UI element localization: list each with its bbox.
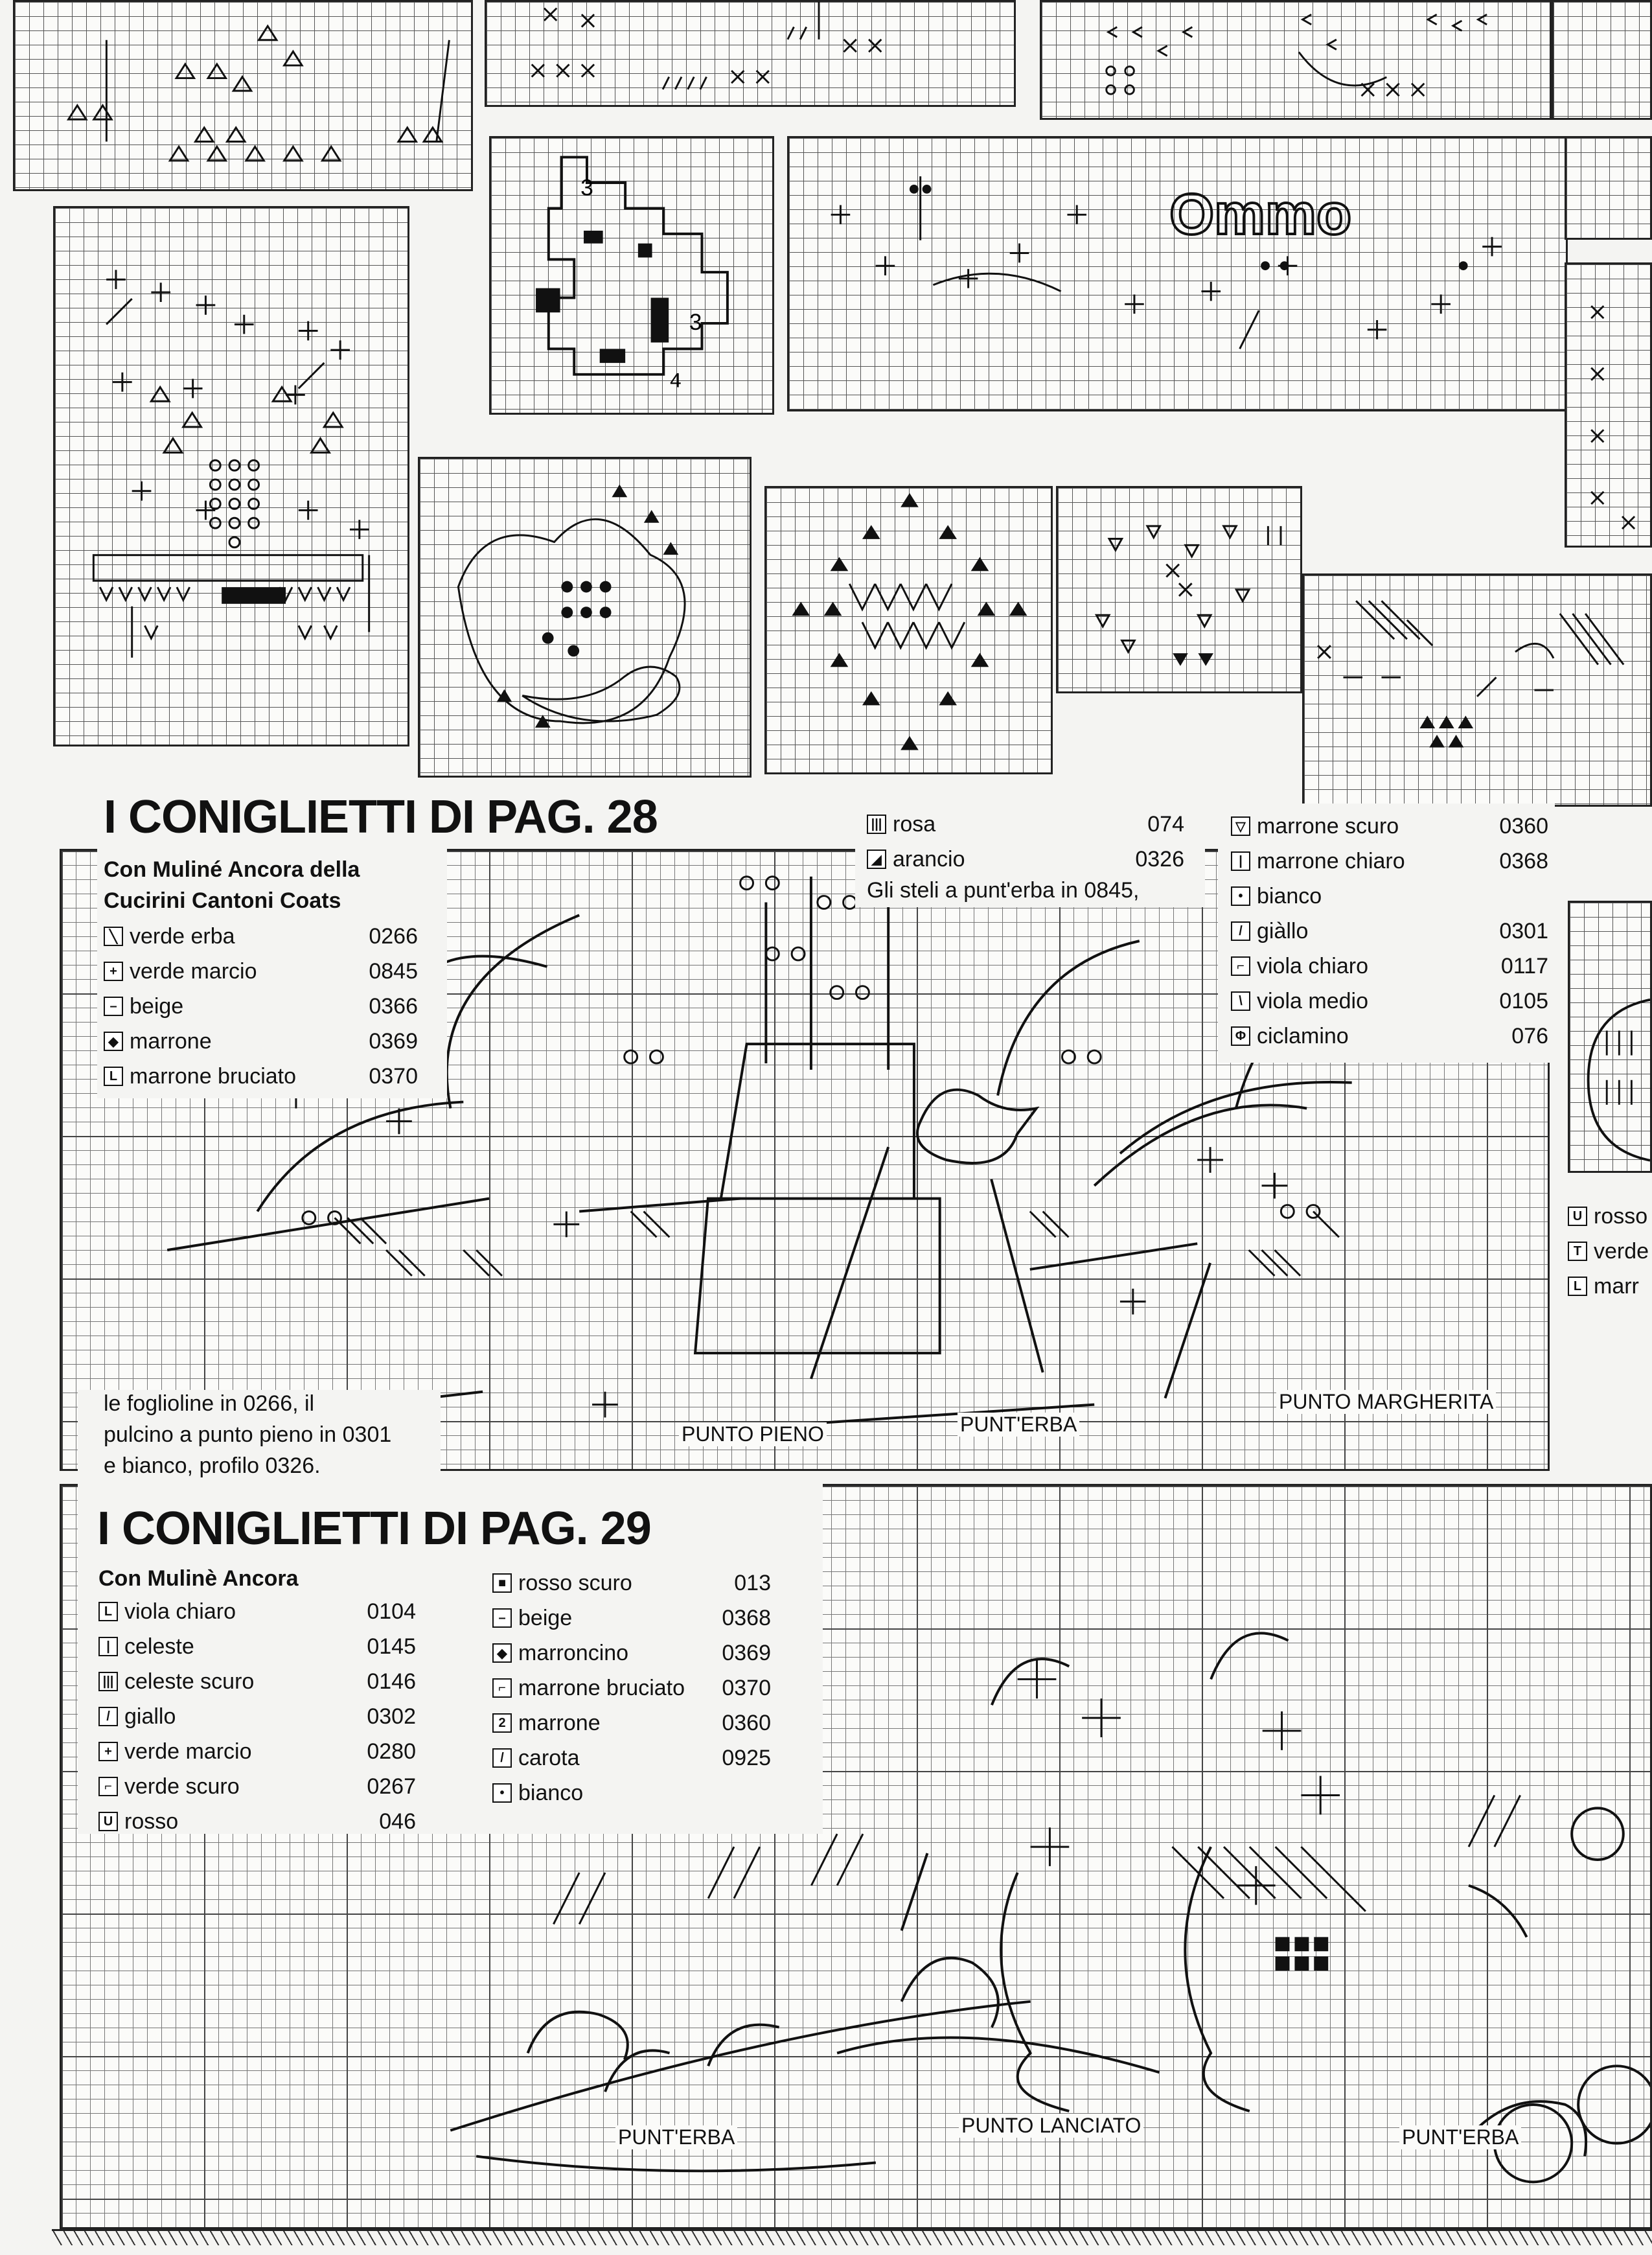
legend-item [1568,1234,1652,1269]
subtitle-pag29: Con Mulinè Ancora [98,1566,299,1591]
legend-label: rosso [124,1809,179,1834]
boxed-l-icon: ⌐ [492,1678,512,1698]
legend-code: 0368 [722,1605,771,1630]
boxed-dash-icon: – [492,1608,512,1628]
legend-label: marrone [130,1028,212,1054]
legend-label: bianco [1257,883,1322,908]
legend-label: beige [518,1605,573,1630]
label-punt-erba-left: PUNT'ERBA [615,2125,737,2149]
legend-label: verde marcio [124,1739,252,1764]
label-punto-lanciato: PUNTO LANCIATO [959,2114,1143,2138]
legend-item [492,1706,771,1740]
chart-edge-pag28 [1568,901,1652,1173]
boxed-corner-icon: L [98,1602,118,1621]
legend-code: 0117 [1500,953,1548,978]
egg-number-1: 3 [580,174,593,201]
legend-label: giàllo [1257,918,1309,943]
legend-item [1231,1019,1548,1054]
pattern-crosses [487,2,1014,105]
legend-code: 046 [379,1809,416,1834]
boxed-u-icon: U [98,1812,118,1831]
legend-item [1231,914,1548,949]
boxed-bar-icon: | [1231,851,1250,871]
legend-item [98,1594,416,1629]
legend-pag29-left [98,1594,416,1839]
legend-label: rosa [893,811,936,837]
label-punto-pieno: PUNTO PIENO [679,1422,827,1446]
legend-code: 0326 [1135,846,1184,872]
legend-label: marrone chiaro [1257,848,1405,873]
boxed-l-icon: ⌐ [1231,956,1250,976]
legend-item [104,1059,418,1094]
legend-label: verde [1594,1238,1649,1264]
legend-pag28-right [1231,809,1548,1054]
label-punt-erba-right: PUNT'ERBA [1399,2125,1521,2149]
egg-number-3: 4 [670,368,682,392]
legend-item [104,919,418,954]
legend-item [492,1566,771,1601]
legend-label: viola chiaro [1257,953,1368,978]
legend-code: 0105 [1499,988,1548,1013]
legend-pag29-right [492,1566,771,1810]
legend-code: 0267 [367,1774,416,1799]
legend-code: 0145 [367,1634,416,1659]
pattern-word-garland [789,138,1566,410]
chart-edge-tall [1565,262,1652,548]
legend-code: 0370 [722,1675,771,1700]
legend-item [98,1769,416,1804]
legend-code: 0266 [369,923,418,949]
legend-item [1231,809,1548,844]
boxed-dot-icon: • [1231,886,1250,906]
legend-pag28-left [104,919,418,1094]
legend-code: 0301 [1499,918,1548,943]
legend-label: celeste [124,1634,194,1659]
legend-label: viola chiaro [124,1599,236,1624]
legend-code: 0925 [722,1745,771,1770]
bottom-stitch-border [52,2229,1652,2245]
boxed-triple-bar-icon: ||| [98,1672,118,1691]
legend-item [867,842,1184,877]
legend-label: marrone bruciato [130,1063,297,1089]
boxed-u-icon: U [1568,1207,1587,1226]
boxed-triple-bar-icon: ||| [867,815,886,834]
legend-code: 0366 [369,993,418,1019]
legend-code: 0302 [367,1704,416,1729]
legend-code: 0280 [367,1739,416,1764]
boxed-bar-icon: | [98,1637,118,1656]
legend-item [104,1024,418,1059]
boxed-flag-icon: ⌐ [98,1777,118,1796]
boxed-slash-icon: / [98,1707,118,1726]
legend-code: 013 [734,1570,771,1595]
note-pag28-line1: le foglioline in 0266, il [104,1391,315,1416]
legend-label: viola medio [1257,988,1368,1013]
legend-label: verde scuro [124,1774,240,1799]
legend-edge [1568,1199,1652,1304]
legend-item [1568,1269,1652,1304]
boxed-filled-triangle-icon: ◢ [867,850,886,869]
boxed-2-icon: 2 [492,1713,512,1733]
legend-code: 0368 [1499,848,1548,873]
chart-egg [489,136,774,415]
boxed-heart-icon: ▽ [1231,816,1250,836]
legend-item [98,1804,416,1839]
title-pag28: I CONIGLIETTI DI PAG. 28 [104,791,658,843]
legend-item [492,1636,771,1671]
legend-label: verde marcio [130,958,257,984]
chart-top-middle [485,0,1016,107]
note-pag28-line2: pulcino a punto pieno in 0301 [104,1422,392,1447]
legend-label: arancio [893,846,965,872]
legend-item [492,1601,771,1636]
boxed-corner-icon: L [104,1067,123,1086]
chart-word-garland [787,136,1568,411]
boxed-corner-icon: L [1568,1277,1587,1296]
pattern-edge-round [1570,903,1650,1171]
pattern-egg-outline [491,138,772,413]
legend-code: 0845 [369,958,418,984]
legend-label: marrone bruciato [518,1675,685,1700]
legend-code: 074 [1147,811,1184,837]
legend-label: rosso scuro [518,1570,632,1595]
chart-edge-top [1552,0,1652,120]
word-pattern: Ommo [1169,181,1352,246]
legend-label: beige [130,993,184,1019]
legend-item [1231,879,1548,914]
pattern-leaves [1304,575,1650,805]
chart-small-flower [1056,486,1302,693]
chart-flower-pot [53,206,409,746]
boxed-cross-icon: + [98,1742,118,1761]
legend-label: giallo [124,1704,176,1729]
legend-item [98,1664,416,1699]
chart-top-right [1040,0,1552,120]
pattern-small-flower [1058,488,1300,691]
legend-code: 076 [1511,1023,1548,1048]
legend-code: 0370 [369,1063,418,1089]
boxed-t-icon: T [1568,1242,1587,1261]
pattern-flower-pot [55,208,407,745]
legend-item [492,1775,771,1810]
note-steli: Gli steli a punt'erba in 0845, [867,878,1140,903]
legend-label: rosso [1594,1203,1648,1229]
boxed-slash-icon: / [492,1748,512,1768]
label-punt-erba-pag28: PUNT'ERBA [958,1413,1079,1437]
note-pag28-line3: e bianco, profilo 0326. [104,1453,321,1478]
legend-item [98,1734,416,1769]
legend-code: 0146 [367,1669,416,1694]
pattern-edge-crosses [1566,264,1650,546]
boxed-backslash-icon: \ [1231,991,1250,1011]
chart-edge-middle [1565,136,1652,240]
boxed-circle-bar-icon: Φ [1231,1026,1250,1046]
legend-pag28-middle [867,807,1184,877]
legend-item [104,989,418,1024]
chart-flower-burst [764,486,1053,774]
pattern-chevrons [1042,2,1550,118]
legend-item [1568,1199,1652,1234]
pattern-triangles [15,2,471,189]
chart-fish [418,457,751,778]
pattern-flower-burst [766,488,1051,772]
diagonal-hatch-icon: ╲ [104,927,123,946]
legend-item [867,807,1184,842]
legend-item [104,954,418,989]
pattern-fish [420,459,750,776]
legend-item [98,1629,416,1664]
title-pag29: I CONIGLIETTI DI PAG. 29 [97,1503,651,1555]
legend-label: verde erba [130,923,235,949]
legend-label: carota [518,1745,580,1770]
legend-code: 0104 [367,1599,416,1624]
legend-label: celeste scuro [124,1669,255,1694]
chart-leaves [1302,573,1652,807]
boxed-filled-dot-icon: ◆ [492,1643,512,1663]
egg-number-2: 3 [689,308,702,335]
legend-item [1231,949,1548,984]
legend-label: marrone [518,1710,601,1735]
legend-item [1231,844,1548,879]
legend-code: 0369 [722,1640,771,1665]
boxed-cross-icon: + [104,962,123,981]
boxed-dash-icon: – [104,997,123,1016]
boxed-slash-icon: / [1231,921,1250,941]
legend-item [492,1671,771,1706]
legend-item [98,1699,416,1734]
legend-label: marr [1594,1273,1639,1299]
boxed-square-icon: ■ [492,1573,512,1593]
legend-code: 0369 [369,1028,418,1054]
legend-code: 0360 [722,1710,771,1735]
label-punto-margherita: PUNTO MARGHERITA [1276,1390,1496,1414]
legend-label: marrone scuro [1257,813,1399,838]
boxed-filled-dot-icon: ◆ [104,1032,123,1051]
legend-code: 0360 [1499,813,1548,838]
boxed-dot-icon: • [492,1783,512,1803]
chart-top-left [13,0,473,191]
legend-label: marroncino [518,1640,629,1665]
legend-label: ciclamino [1257,1023,1349,1048]
legend-label: bianco [518,1780,584,1805]
legend-item [492,1740,771,1775]
legend-item [1231,984,1548,1019]
subtitle-pag28: Con Muliné Ancora della Cucirini Cantoni Coats [104,857,360,913]
